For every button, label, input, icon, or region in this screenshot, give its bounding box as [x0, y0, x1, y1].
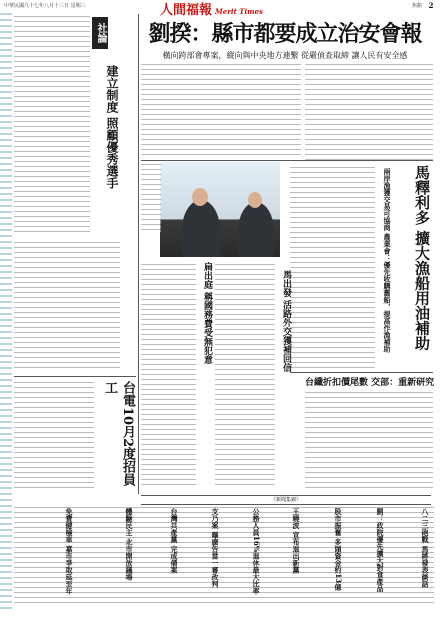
brief-headline: 台灣共產黨 完成備案: [170, 508, 179, 574]
ma-subhead: 兩岸漁獲交易可協商 農業會：優先收購舊船，提高作漁補助: [383, 168, 392, 353]
court-story-body: [215, 262, 275, 487]
lead-story-body: [141, 62, 301, 157]
editorial-title: 建立制度 照顧優秀選手: [105, 65, 119, 190]
brief-headline: 體驗民主 北市開放議場: [125, 508, 134, 581]
briefs-banner: 《新聞集錦》: [141, 495, 431, 505]
column-rule: [138, 14, 139, 494]
brief-headline: 劉：政院優先擴大對食產品: [376, 508, 385, 592]
recruit-headline: 台電10月2度招員工: [102, 381, 135, 487]
briefs-body: [14, 505, 434, 605]
photo-face-left: [192, 188, 208, 206]
photo-caption: [141, 162, 161, 232]
ma-story-body: [290, 165, 375, 370]
date-line: 中華民國九十七年八月十三日 星期三: [4, 3, 86, 9]
brief-headline: 免費健檢車 嘉市爭取延至年: [65, 508, 74, 595]
photo-person-right: [238, 202, 274, 257]
left-margin-strip: [0, 13, 12, 613]
masthead-logo: [160, 3, 280, 19]
masthead-cn: 人間福報: [160, 3, 213, 18]
editorial-body: [14, 14, 90, 234]
editorial-body-lower: [14, 240, 120, 370]
photo-person-left: [182, 200, 220, 257]
ma-trip-headline: 馬出發 活路外交獲補回信: [281, 270, 291, 373]
ma-headline: 馬釋利多 擴大漁船用油補助: [413, 165, 431, 351]
brief-headline: 公務人員16%退休最大比率: [252, 508, 261, 595]
lead-story-body-right: [305, 62, 433, 160]
masthead-en: Merit Times: [215, 7, 263, 16]
editorial-tag-label: 社論: [95, 23, 106, 43]
brief-headline: 王曉波 宣布退出新黨: [292, 508, 301, 574]
lead-subhead: 橫向跨部會專案，縱向與中央地方連繫 從嚴偵查取締 讓人民有安全感: [162, 51, 408, 60]
brief-headline: 八二三砲戰 馬將發表談話: [421, 508, 430, 588]
section-rule-left: [14, 376, 136, 377]
page-number: 2: [428, 1, 434, 10]
column-body-a: [141, 262, 196, 487]
editorial-tag: [92, 17, 108, 49]
lead-headline: 劉揆：縣市都要成立治安會報: [148, 21, 422, 47]
photo-face-right: [248, 192, 262, 208]
fiber-story-body: [305, 390, 433, 490]
court-headline: 扁出庭 稱國務費受無犯意: [202, 262, 212, 365]
brief-headline: 股市振奮 多頭資金約13億: [334, 508, 343, 591]
fiber-headline: 台纖折扣價尾數 交部：重新研究: [305, 378, 435, 388]
brief-headline: 支乃案 曝廣告當一審改判: [211, 508, 220, 588]
recruit-body: [14, 380, 94, 490]
section-label: 焦點: [411, 3, 422, 9]
section-rule: [141, 160, 433, 161]
news-photo: [160, 162, 280, 257]
